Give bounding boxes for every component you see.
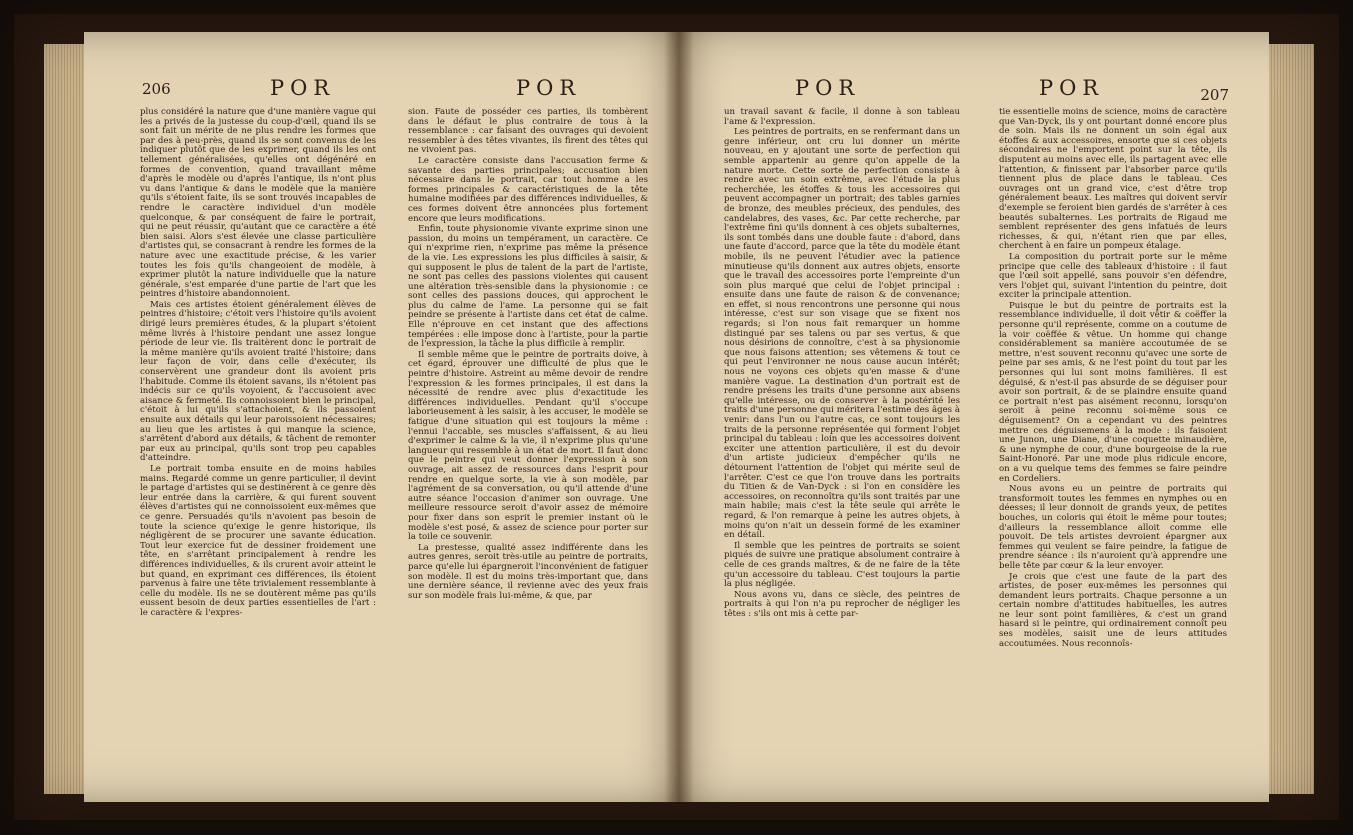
right-page-header [679,72,1269,102]
paragraph: plus considéré la nature que d'une manière vague qui les a privés de la justesse du coup-d'œil, quand ils se sont fait un mérite de ne plus rendre les formes que par des à peu-près, quand ils se sont convenus de les indiquer plutôt que de les exprimer, quand ils les ont tellement généralisées, qu'elles ont dégénéré en formes de convention, quand travaillant même d'après le modèle ou d'après l'antique, ils n'ont plus vu dans l'antique & dans le modèle que la manière qu'ils s'étoient faite, ils se sont trouvés incapables de rendre le caractère individuel d'un modèle quelconque, & par conséquent de faire le portrait, qui ne peut réussir, qu'autant que ce caractère a été bien saisi. Alors s'est élevée une classe particulière d'artistes qui, se consacrant à rendre les formes de la nature avec une exactitude précise, & les varier toutes les fois qu'ils changeoient de modèle, à exprimer plutôt la nature individuelle que la nature générale, s'est emparée d'une partie de l'art que les peintres d'histoire abandonnoient. [140,107,376,300]
page-edges-right [1269,44,1314,794]
running-head: POR [1039,76,1105,100]
paragraph: tie essentielle moins de science, moins de caractère que Van-Dyck, ils y ont pourtant donné encore plus de soin. Mais ils ne donnent un soin égal aux étoffes & aux accessoires, ensorte que si ces objets sécondaires ne l'emportent point sur la tête, ils disputent au moins avec elle, ils partagent avec elle l'attention, & finissent par l'absorber parce qu'ils tiennent plus de place dans le tableau. Ces ouvrages ont un grand vice, c'est d'être trop généralement beaux. Les maîtres qui doivent servir d'exemple se feroient bien gardés de s'arrêter à ces beautés subalternes. Les portraits de Rigaud me semblent représenter des gens infatués de leurs richesses, & qui, n'étant rien que par elles, cherchent à en faire un pompeux étalage. [999,107,1227,252]
text-column-left-2 [408,108,648,602]
paragraph: sion. Faute de posséder ces parties, ils tombèrent dans le défaut le plus contraire de tous à la ressemblance : car faisant des ouvrages qui devoient ressembler à des têtes vivantes, ils firent des têtes qui ne vivoient pas. [408,107,648,156]
paragraph: un travail savant & facile, il donne à son tableau l'ame & l'expression. [724,107,960,127]
left-page [84,32,679,802]
page-edges-left [44,44,84,794]
paragraph: Nous avons eu un peintre de portraits qui transformoit toutes les femmes en nymphes ou en déesses; il leur donnoit de grands yeux, de petites bouches, un coloris qui étoit le même pour toutes; d'ailleurs la ressemblance alloit comme elle pouvoit. De tels artistes devroient épargner aux femmes qui veulent se faire peindre, la fatigue de prendre séance : ils n'auroient qu'à apprendre une belle tête par cœur & la leur envoyer. [999,484,1227,571]
paragraph: La prestesse, qualité assez indifférente dans les autres genres, seroit très-utile au peintre de portraits, parce qu'elle lui épargneroit l'inconvénient de fatiguer son modèle. Il est du moins très-important que, dans une dernière séance, il revienne avec des yeux frais sur son modèle frais lui-même, & que, par [408,542,648,601]
right-page [679,32,1269,802]
paragraph: Il semble que les peintres de portraits se soient piqués de suivre une pratique absolument contraire à celle de ces grands maîtres, & de ne faire de la tête qu'un accessoire du tableau. C'est toujours la partie la plus négligée. [724,540,960,590]
paragraph: Je crois que c'est une faute de la part des artistes, de poser eux-mêmes les personnes qui demandent leurs portraits. Chaque personne a un certain nombre d'attitudes habituelles, les autres ne leur sont point familières, & c'est un grand hasard si le peintre, qui ordinairement connoît peu ses modèles, saisit une de leurs attitudes accoutumées. Nous reconnoîs- [999,571,1227,649]
paragraph: Mais ces artistes étoient généralement élèves de peintres d'histoire; c'étoit vers l'histoire qu'ils avoient dirigé leurs premières études, & la plupart s'étoient même livrés à l'histoire pendant une assez longue période de leur vie. Ils traitèrent donc le portrait de la même manière qu'ils avoient traité l'histoire; dans leur façon de voir, dans celle d'exécuter, ils conservèrent une grandeur dont ils avoient pris l'habitude. Comme ils étoient savans, ils n'étoient pas indécis sur ce qu'ils voyoient, & l'accusoient avec aisance & fermeté. Ils connoissoient bien le principal, c'étoit à lui qu'ils s'attachoient, & ils passoient ensuite aux détails qui leur paroissoient nécessaires; au lieu que les artistes à qui manque la science, s'arrêtent d'abord aux détails, & tâchent de remonter par eux au principal, qu'ils sont trop peu capables d'atteindre. [140,299,376,464]
running-head: POR [516,76,582,100]
page-number: 206 [142,80,171,98]
page-number: 207 [1200,86,1229,104]
paragraph: Nous avons vu, dans ce siècle, des peintres de portraits à qui l'on n'a pu reprocher de négliger les têtes : s'ils ont mis à cette par- [724,589,960,619]
running-head: POR [795,76,861,100]
text-column-right-1 [724,108,960,620]
paragraph: Puisque le but du peintre de portraits est la ressemblance individuelle, il doit vêtir & coëffer la personne qu'il représente, comme on a coutume de la voir coëffée & vêtue. Un homme qui change considérablement sa manière accoutumée de se mettre, n'est souvent reconnu qu'avec une sorte de peine par ses amis, & ne l'est point du tout par les personnes qui lui sont moins familières. Il est déguisé, & n'est-il pas absurde de se déguiser pour avoir son portrait, & de se plaindre ensuite quand ce portrait n'est pas aisément reconnu, lorsqu'on seroit à peine reconnu soi-même sous ce déguisement? On a cependant vu des peintres mettre ces déguisemens à la mode : ils faisoient une Junon, une Diane, d'une coquette minaudière, & une nymphe de cour, d'une bourgeoise de la rue Saint-Honoré. Par une mode plus ridicule encore, on a vu quelque tems des femmes se faire peindre en Cordeliers. [999,300,1227,484]
paragraph: Enfin, toute physionomie vivante exprime sinon une passion, du moins un tempérament, un caractère. Ce qui n'exprime rien, n'exprime pas même la présence de la vie. Les expressions les plus difficiles à saisir, & qui supposent le plus de talent de la part de l'artiste, ne sont pas celles des passions violentes qui causent une altération très-sensible dans la physionomie : ce sont celles des passions douces, qui approchent le plus du calme de l'ame. La personne qui se fait peindre se présente à l'artiste dans cet état de calme. Elle n'éprouve en cet instant que des affections tempérées : elle impose donc à l'artiste, pour la partie de l'expression, la tâche la plus difficile à remplir. [408,224,648,350]
open-book [14,14,1339,820]
book-spine-shadow [664,32,694,802]
text-column-left-1 [140,108,376,619]
paragraph: Les peintres de portraits, en se renfermant dans un genre inférieur, ont cru lui donner un mérite nouveau, en y ajoutant une sorte de perfection qui semble appartenir au genre qu'on appelle de la nature morte. Cette sorte de perfection consiste à rendre avec un soin extrême, avec l'étude la plus recherchée, les étoffes & tous les accessoires qui peuvent accompagner un portrait; des tables garnies de bronze, des meubles précieux, des pendules, des candelabres, des vases, &c. Par cette recherche, par l'extrême fini qu'ils donnent à ces objets subalternes, ils sont tombés dans une double faute : d'abord, dans une faute d'accord, parce que la tête du modèle étant mobile, ils ne peuvent l'étudier avec la patience minutieuse qu'ils donnent aux autres objets, ensorte que le travail des accessoires porte l'empreinte d'un soin plus marqué que celui de l'objet principal : ensuite dans une faute de raison & de convenance; en effet, si nous rencontrons une personne qui nous intéresse, c'est sur son visage que se fixent nos regards; si l'on nous fait remarquer un homme distingué par ses talens ou par ses vertus, & que nous désirions de connoître, c'est à sa physionomie que nous faisons attention; ses vêtemens & tout ce qui peut l'environner ne nous cause aucun intérêt; nous ne voyons ces objets qu'en masse & d'une manière vague. La destination d'un portrait est de rendre présens les traits d'une personne aux absens qu'elle intéresse, ou de conserver à la postérité les traits d'une personne qui méritera l'estime des âges à venir: dans l'un ou l'autre cas, ce sont toujours les traits de la personne représentée qui forment l'objet principal du tableau : loin que les accessoires doivent exciter une attention particulière, il est du devoir d'un artiste judicieux d'empêcher qu'ils ne détournent l'attention de l'objet qui mérite seul de l'arrêter. C'est ce que l'on trouve dans les portraits du Titien & de Van-Dyck : si l'on en considère les accessoires, on reconnoîtra qu'ils sont traités par une main habile; mais c'est la tête seule qui arrête le regard, & l'on remarque à peine les autres objets, à moins qu'on n'ait un dessein formé de les examiner en détail. [724,127,960,541]
paragraph: Il semble même que le peintre de portraits doive, à cet égard, éprouver une difficulté de plus que le peintre d'histoire. Astreint au même devoir de rendre l'expression & les formes principales, il est dans la nécessité de rendre avec plus d'exactitude les différences individuelles. Pendant qu'il s'occupe laborieusement à les saisir, à les accuser, le modèle se fatigue d'une situation qui est toujours la même : l'ennui l'accable, ses muscles s'affaissent, & au lieu d'exprimer le calme & la vie, il n'exprime plus qu'une langueur qui ressemble à un état de mort. Il faut donc que le peintre qui veut donner l'expression à son ouvrage, ait assez de ressources dans l'esprit pour rendre en quelque sorte, la vie à son modèle, par l'agrément de sa conversation, ou qu'il attende d'une autre séance l'occasion d'animer son ouvrage. Une meilleure ressource seroit d'avoir assez de mémoire pour fixer dans son esprit le premier instant où le modèle s'est posé, & assez de science pour porter sur la toile ce souvenir. [408,349,648,543]
left-page-header [84,72,679,102]
paragraph: Le portrait tomba ensuite en de moins habiles mains. Regardé comme un genre particulier, il devint le partage d'artistes qui se destinèrent à ce genre dès leur entrée dans la carrière, & qui furent souvent élèves d'artistes qui ne connoissoient eux-mêmes que ce genre. Persuadés qu'ils n'avoient pas besoin de toute la science qu'exige le genre historique, ils négligèrent de se procurer une savante éducation. Tout leur exercice fut de dessiner froidement une tête, en s'arrêtant principalement à rendre les différences individuelles, & ils crurent avoir atteint le but quand, en exprimant ces différences, ils étoient parvenus à faire une tête trivialement ressemblante à celle du modèle. Ils ne se doutèrent même pas qu'ils eussent besoin de deux parties essentielles de l'art : le caractère & l'expres- [140,463,376,618]
paragraph: Le caractère consiste dans l'accusation ferme & savante des parties principales; accusation bien nécessaire dans le portrait, car tout homme a les formes principales & caractéristiques de la tête humaine modifiées par des différences individuelles, & ces formes doivent être annoncées plus fortement encore que leurs modifications. [408,155,648,224]
paragraph: La composition du portrait porte sur le même principe que celle des tableaux d'histoire : il faut que l'œil soit appellé, sans pouvoir s'en défendre, vers l'objet qui, suivant l'intention du peintre, doit exciter la principale attention. [999,251,1227,301]
text-column-right-2 [999,108,1227,650]
running-head: POR [270,76,336,100]
